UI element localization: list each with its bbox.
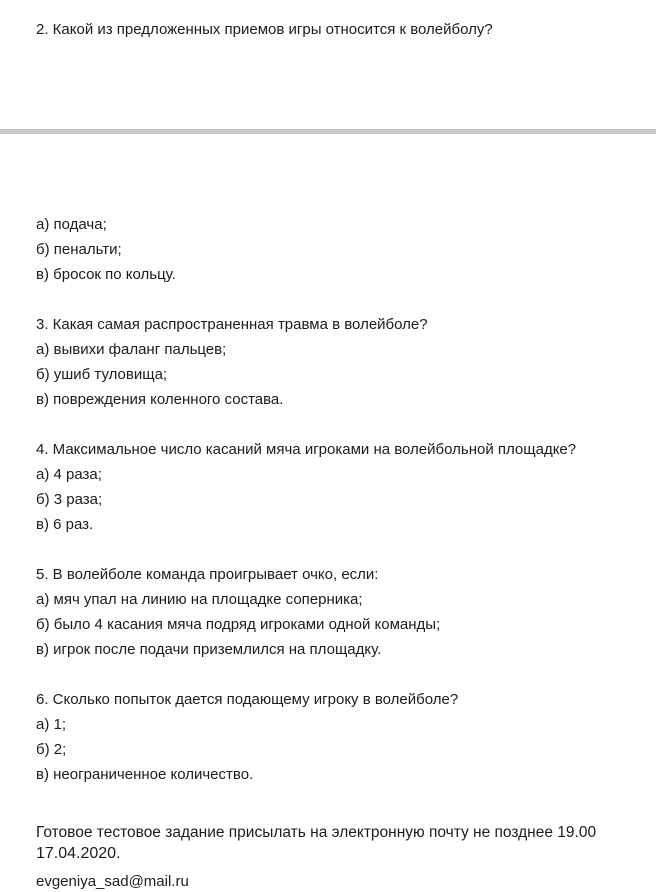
question-6-title: 6. Сколько попыток дается подающему игроку в волейболе? [36, 691, 459, 708]
q5-option-b: б) было 4 касания мяча подряд игроками одной команды; [36, 616, 441, 633]
q6-option-a: а) 1; [36, 716, 67, 733]
q4-option-a: а) 4 раза; [36, 466, 102, 483]
q4-option-b: б) 3 раза; [36, 491, 103, 508]
question-5-title: 5. В волейболе команда проигрывает очко, если: [36, 566, 379, 583]
submission-note [36, 822, 596, 864]
question-3-title: 3. Какая самая распространенная травма в волейболе? [36, 316, 428, 333]
q5-option-c: в) игрок после подачи приземлился на площадку. [36, 641, 382, 658]
question-4-title: 4. Максимальное число касаний мяча игроками на волейбольной площадке? [36, 441, 577, 458]
q4-option-c: в) 6 раз. [36, 516, 94, 533]
email-partial: evgeniya_sad@mail.ru [36, 873, 189, 890]
q6-option-c: в) неограниченное количество. [36, 766, 254, 783]
q2-option-c: в) бросок по кольцу. [36, 266, 176, 283]
submission-deadline-date: 17.04.2020. [36, 845, 121, 862]
q6-option-b: б) 2; [36, 741, 67, 758]
q2-option-b: б) пенальти; [36, 241, 122, 258]
submission-note-line1: Готовое тестовое задание присылать на электронную почту не позднее 19.00 [36, 824, 597, 841]
q3-option-c: в) повреждения коленного состава. [36, 391, 284, 408]
question-2-title: 2. Какой из предложенных приемов игры относится к волейболу? [36, 21, 493, 38]
q3-option-b: б) ушиб туловища; [36, 366, 168, 383]
q3-option-a: а) вывихи фаланг пальцев; [36, 341, 227, 358]
q2-option-a: а) подача; [36, 216, 107, 233]
q5-option-a: а) мяч упал на линию на площадке соперника; [36, 591, 363, 608]
page-divider [0, 129, 656, 134]
